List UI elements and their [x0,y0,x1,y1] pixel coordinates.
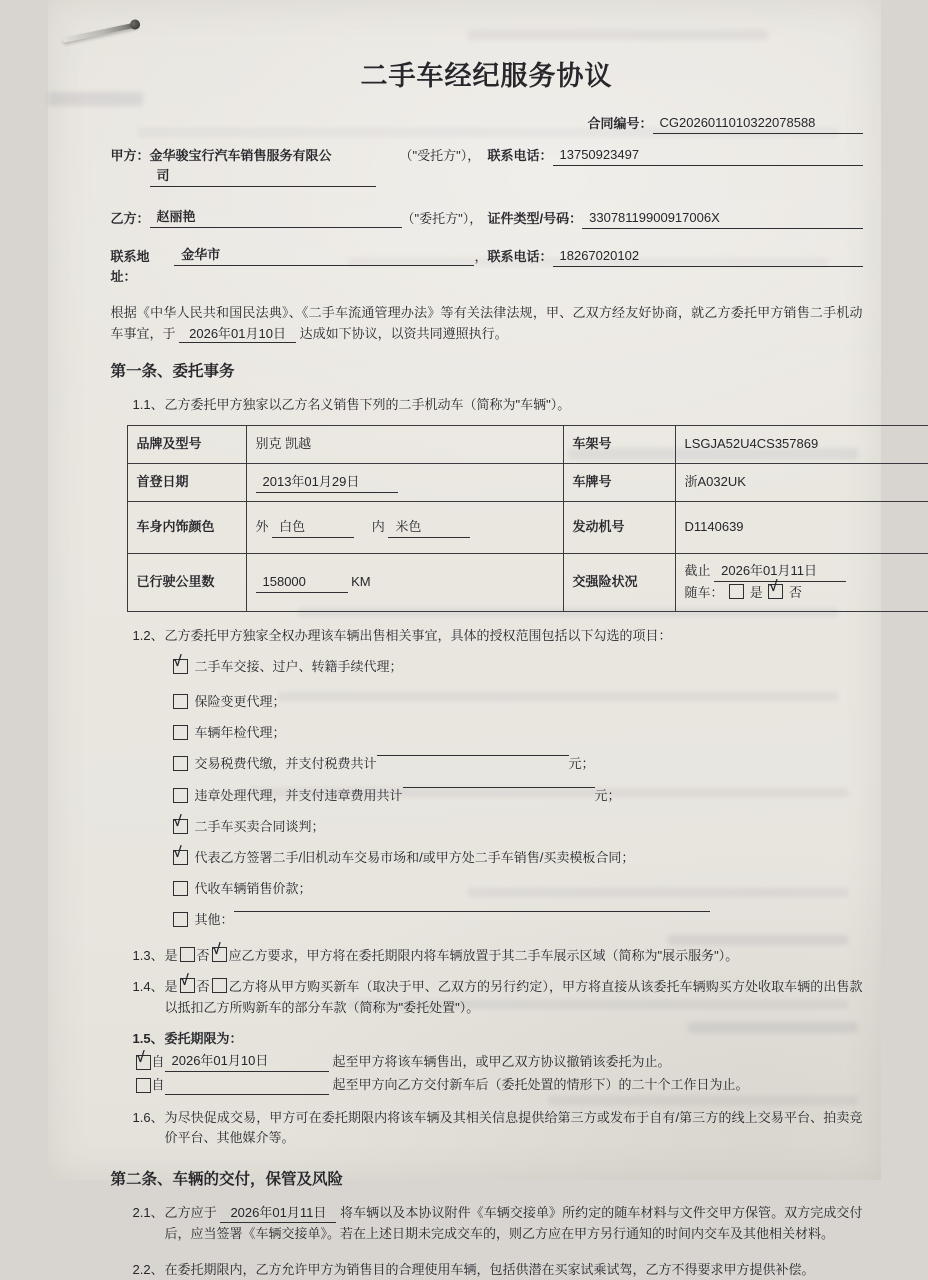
brand-model-value: 别克 凯越 [246,425,563,463]
document-title: 二手车经纪服务协议 [111,56,863,98]
authorization-item-sign-template-contract: √ 代表乙方签署二手/旧机动车交易市场和/或甲方处二手车销售/买卖模板合同； [173,848,863,868]
checkbox-unchecked-icon [136,1078,151,1093]
contract-number-row [111,114,863,134]
party-b-role: （"委托方"）， [402,209,483,229]
table-row [127,553,928,611]
checkbox-unchecked-icon [173,881,188,896]
term-start-date: 2026年01月10日 [165,1053,329,1072]
checkbox-unchecked-icon [173,912,188,927]
term-option-2: 自 起至甲方向乙方交付新车后（委托处置的情形下）的二十个工作日为止。 [136,1075,863,1095]
with-car-no-label: 否 [789,585,802,600]
term-option-1: √ 自 2026年01月10日 起至甲方将该车辆售出，或甲乙双方协议撤销该委托为止。 [136,1052,863,1072]
clause-2-2: 2.2、 在委托期限内，乙方允许甲方为销售目的合理使用车辆，包括供潜在买家试乘试驾，乙方不得要求甲方提供补偿。 [133,1260,863,1280]
contract-number-value: CG2026011010322078588 [653,115,863,134]
checkbox-checked-icon: √ [173,659,188,674]
checkbox-checked-icon: √ [768,584,783,599]
checkbox-unchecked-icon [173,694,188,709]
checkbox-unchecked-icon [180,947,195,962]
exterior-color-value: 白色 [272,519,354,538]
party-b-id-label: 证件类型/号码： [488,209,583,229]
contract-number-label: 合同编号： [587,114,652,134]
mileage-label: 已行驶公里数 [127,553,246,611]
intro-paragraph: 根据《中华人民共和国民法典》、《二手车流通管理办法》等有关法律法规，甲、乙双方经友好协商，就乙方委托甲方销售二手机动车事宜，于 2026年01月10日 达成如下协议，以资共同遵照执行。 [111,303,863,343]
checkbox-unchecked-icon [729,584,744,599]
vin-value: LSGJA52U4CS357869 [675,425,928,463]
contact-address-value: 金华市 [174,247,474,266]
clause-1-3: 1.3、 是 否 √ 应乙方要求，甲方将在委托期限内将车辆放置于其二手车展示区域（简称为"展示服务"）。 [133,946,863,966]
checkbox-unchecked-icon [173,756,188,771]
party-a-row [111,146,863,187]
party-a-phone-value: 13750923497 [553,147,863,166]
delivery-date: 2026年01月11日 [220,1205,336,1223]
authorization-item-transfer: √ 二手车交接、过户、转籍手续代理； [173,657,863,677]
contact-phone-label: 联系电话： [488,247,553,267]
exterior-label: 外 [256,519,269,534]
authorization-item-contract-negotiation: √ 二手车买卖合同谈判； [173,817,863,837]
clause-1-6: 1.6、 为尽快促成交易，甲方可在委托期限内将该车辆及其相关信息提供给第三方或发布于自有/第三方的线上交易平台、拍卖竞价平台、其他媒介等。 [133,1108,863,1148]
checkbox-unchecked-icon [173,725,188,740]
engine-number-label: 发动机号 [563,501,675,553]
party-a-name-line1: 金华骏宝行汽车销售服务有限公 [150,148,332,163]
contact-address-label: 联系地址： [111,247,175,287]
checkbox-unchecked-icon [173,788,188,803]
section-2-heading: 第二条、车辆的交付，保管及风险 [111,1168,863,1192]
vehicle-info-table [127,425,928,612]
plate-label: 车牌号 [563,463,675,501]
party-a-phone-label: 联系电话： [488,146,553,166]
authorization-item-violation-handling: 违章处理代理，并支付违章费用共计 元； [173,786,863,806]
color-label: 车身内饰颜色 [127,501,246,553]
interior-color-value: 米色 [388,519,470,538]
authorization-item-insurance-change: 保险变更代理； [173,692,863,712]
plate-value: 浙A032UK [675,463,928,501]
party-a-name-line2: 司 [150,168,376,187]
first-registration-value: 2013年01月29日 [256,474,398,493]
party-a-role: （"受托方"）， [400,146,481,166]
brand-model-label: 品牌及型号 [127,425,246,463]
insurance-until-date: 2026年01月11日 [714,563,846,582]
authorization-item-annual-inspection: 车辆年检代理； [173,723,863,743]
authorization-item-collect-payment: 代收车辆销售价款； [173,879,863,899]
mileage-unit: KM [351,574,371,589]
checkbox-checked-icon: √ [136,1055,151,1070]
checkbox-checked-icon: √ [173,850,188,865]
table-row [127,463,928,501]
comma-separator: ， [474,247,487,267]
party-b-name: 赵丽艳 [150,209,402,228]
party-b-id-value: 33078119900917006X [582,210,862,229]
checkbox-checked-icon: √ [180,978,195,993]
contact-row [111,247,863,287]
clause-1-5: 1.5、 委托期限为： [133,1029,863,1049]
table-row [127,425,928,463]
party-a-label: 甲方： [111,146,150,166]
clause-1-4: 1.4、 是 √ 否 乙方将从甲方购买新车（取决于甲、乙双方的另行约定），甲方将直接从该委托车辆购买方处收取车辆的出售款以抵扣乙方所购新车的部分车款（简称为"委托处置"）。 [133,977,863,1017]
other-blank [234,910,710,912]
term-heading: 委托期限为： [165,1029,863,1049]
agreement-date: 2026年01月10日 [179,326,296,344]
scanned-contract-page [48,0,881,1180]
vin-label: 车架号 [563,425,675,463]
contact-phone-value: 18267020102 [553,248,863,267]
clause-1-2: 1.2、 乙方委托甲方独家全权办理该车辆出售相关事宜，具体的授权范围包括以下勾选的项目： [133,626,863,646]
checkbox-checked-icon: √ [173,819,188,834]
checkbox-unchecked-icon [212,978,227,993]
mileage-value: 158000 [256,574,348,593]
party-b-row [111,209,863,229]
tax-amount-blank [377,754,569,756]
interior-label: 内 [372,519,385,534]
with-car-yes-label: 是 [750,585,763,600]
authorization-item-other: 其他： [173,910,863,930]
engine-number-value: D1140639 [675,501,928,553]
clause-2-1: 2.1、 乙方应于 2026年01月11日 将车辆以及本协议附件《车辆交接单》所约定的随车材料与文件交甲方保管。双方完成交付后，应当签署《车辆交接单》。若在上述日期未完成交车的，则乙方应在甲方另行通知的时间内交车及其他相关材料。 [133,1203,863,1243]
first-registration-label: 首登日期 [127,463,246,501]
clause-1-1: 1.1、 乙方委托甲方独家以乙方名义销售下列的二手机动车（简称为"车辆"）。 [133,395,863,415]
insurance-until-label: 截止 [685,563,711,578]
section-1-heading: 第一条、委托事务 [111,360,863,384]
term-start-date-blank [165,1093,329,1095]
with-car-label: 随车： [685,585,724,600]
authorization-item-tax-payment: 交易税费代缴，并支付税费共计 元； [173,754,863,774]
table-row [127,501,928,553]
insurance-label: 交强险状况 [563,553,675,611]
checkbox-checked-icon: √ [212,947,227,962]
party-b-label: 乙方： [111,209,150,229]
violation-fee-blank [403,786,595,788]
